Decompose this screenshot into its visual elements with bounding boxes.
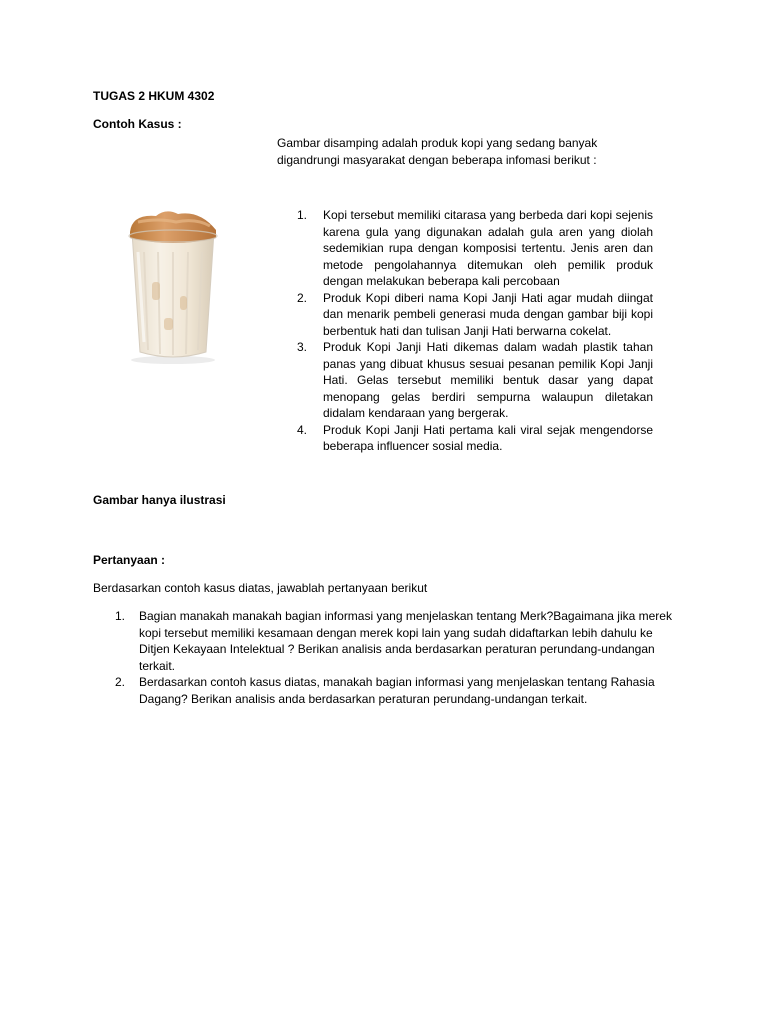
list-item — [297, 207, 653, 290]
list-item-text: Bagian manakah manakah bagian informasi yang menjelaskan tentang Merk?Bagaimana jika merek kopi tersebut memiliki kesamaan dengan merek kopi lain yang sudah didaftarkan lebih dahulu ke Ditjen Kekayaan Intelektual ? Berikan analisis anda berdasarkan peraturan perundang-undangan terkait. — [139, 609, 672, 673]
list-item-text: Produk Kopi Janji Hati dikemas dalam wadah plastik tahan panas yang dibuat khusus sesuai pesanan pemilik Kopi Janji Hati. Gelas tersebut memiliki bentuk dasar yang dapat menopang gelas berdiri sempurna walaupun diletakan didalam kendaraan yang bergerak. — [323, 340, 653, 420]
list-item-text: Produk Kopi Janji Hati pertama kali viral sejak mengendorse beberapa influencer sosial media. — [323, 422, 653, 453]
list-item-number: 2. — [297, 290, 308, 305]
list-item-number: 3. — [297, 340, 308, 354]
list-item — [297, 339, 653, 422]
document-title: TUGAS 2 HKUM 4302 — [93, 89, 215, 103]
question-list — [115, 608, 675, 707]
questions-heading: Pertanyaan : — [93, 553, 166, 567]
list-item-text: Berdasarkan contoh kasus diatas, manakah bagian informasi yang menjelaskan tentang Rahasia Dagang? Berikan analisis anda berdasarkan peraturan perundang-undangan terkait. — [139, 675, 655, 706]
list-item — [297, 422, 653, 455]
list-item-text: Kopi tersebut memiliki citarasa yang berbeda dari kopi sejenis karena gula yang digunakan adalah gula aren yang diolah sedemikian rupa dengan komposisi tertentu. Jenis aren dan metode pengolahannya ditemukan oleh pemilik produk dengan melakukan beberapa kali percobaan — [323, 208, 653, 288]
list-item-number: 1. — [115, 609, 126, 623]
list-item-text: Produk Kopi diberi nama Kopi Janji Hati agar mudah diingat dan menarik pembeli generasi muda dengan gambar biji kopi berbentuk hati dan tulisan Janji Hati berwarna cokelat. — [323, 290, 653, 338]
case-heading: Contoh Kasus : — [93, 117, 182, 131]
image-caption: Gambar hanya ilustrasi — [93, 493, 226, 507]
coffee-cup-image — [118, 192, 268, 392]
list-item-number: 2. — [115, 675, 126, 689]
case-intro: Gambar disamping adalah produk kopi yang sedang banyak digandrungi masyarakat dengan beberapa infomasi berikut : — [277, 136, 598, 167]
questions-intro: Berdasarkan contoh kasus diatas, jawablah pertanyaan berikut — [93, 581, 428, 595]
list-item — [115, 608, 675, 674]
list-item — [297, 290, 653, 340]
case-info-list — [297, 207, 653, 455]
coffee-cup-illustration — [118, 192, 268, 392]
list-item-number: 1. — [297, 208, 308, 222]
list-item-number: 4. — [297, 422, 308, 437]
list-item — [115, 674, 675, 707]
